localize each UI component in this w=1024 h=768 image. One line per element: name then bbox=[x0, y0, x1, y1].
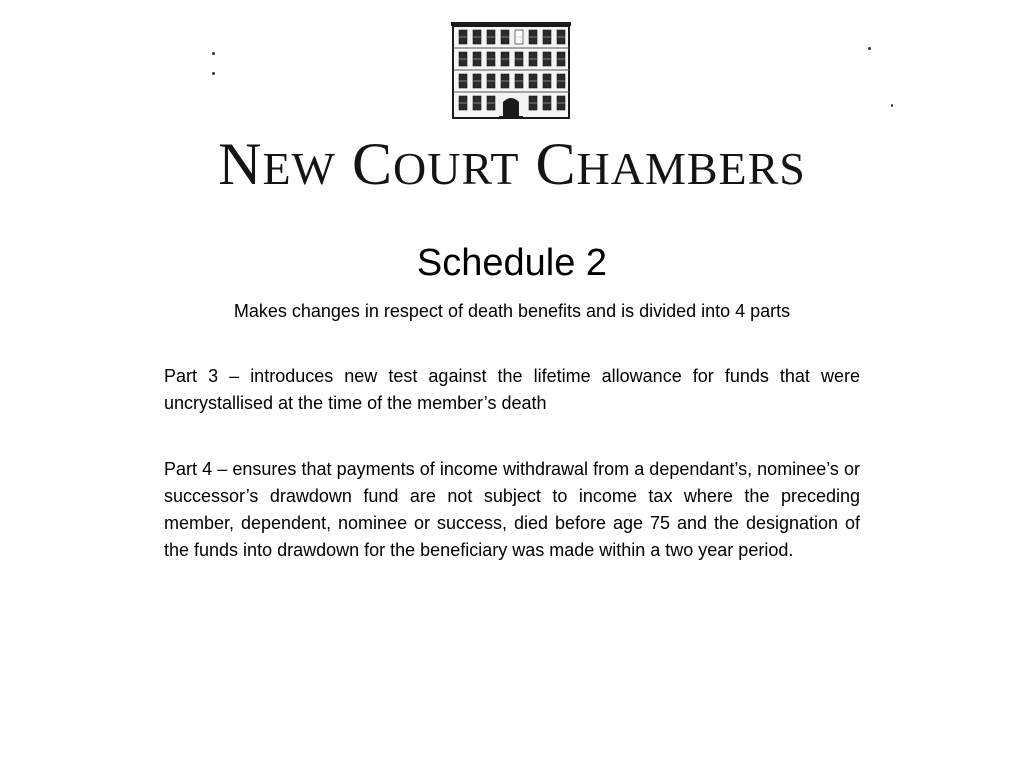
decorative-speck bbox=[212, 72, 215, 75]
wordmark-word-new: NEW bbox=[218, 131, 336, 197]
building-facade-icon bbox=[449, 20, 573, 120]
decorative-speck bbox=[212, 52, 215, 55]
wordmark-word-court: COURT bbox=[351, 131, 520, 197]
logo-wordmark bbox=[128, 131, 896, 197]
decorative-speck bbox=[891, 104, 893, 107]
paragraph-part-4: Part 4 – ensures that payments of income withdrawal from a dependant’s, nominee’s or successor’s drawdown fund are not subject to income tax where the preceding member, dependent, nominee or success, died before age 75 and the designation of the funds into drawdown for the beneficiary was made within a two year period. bbox=[164, 459, 860, 560]
paragraph-part-3: Part 3 – introduces new test against the lifetime allowance for funds that were uncrystallised at the time of the member’s death bbox=[164, 366, 860, 413]
slide-subtitle: Makes changes in respect of death benefits and is divided into 4 parts bbox=[233, 301, 791, 321]
decorative-speck bbox=[868, 47, 871, 50]
slide-title: Schedule 2 bbox=[416, 242, 608, 284]
wordmark-word-chambers: CHAMBERS bbox=[535, 131, 806, 197]
